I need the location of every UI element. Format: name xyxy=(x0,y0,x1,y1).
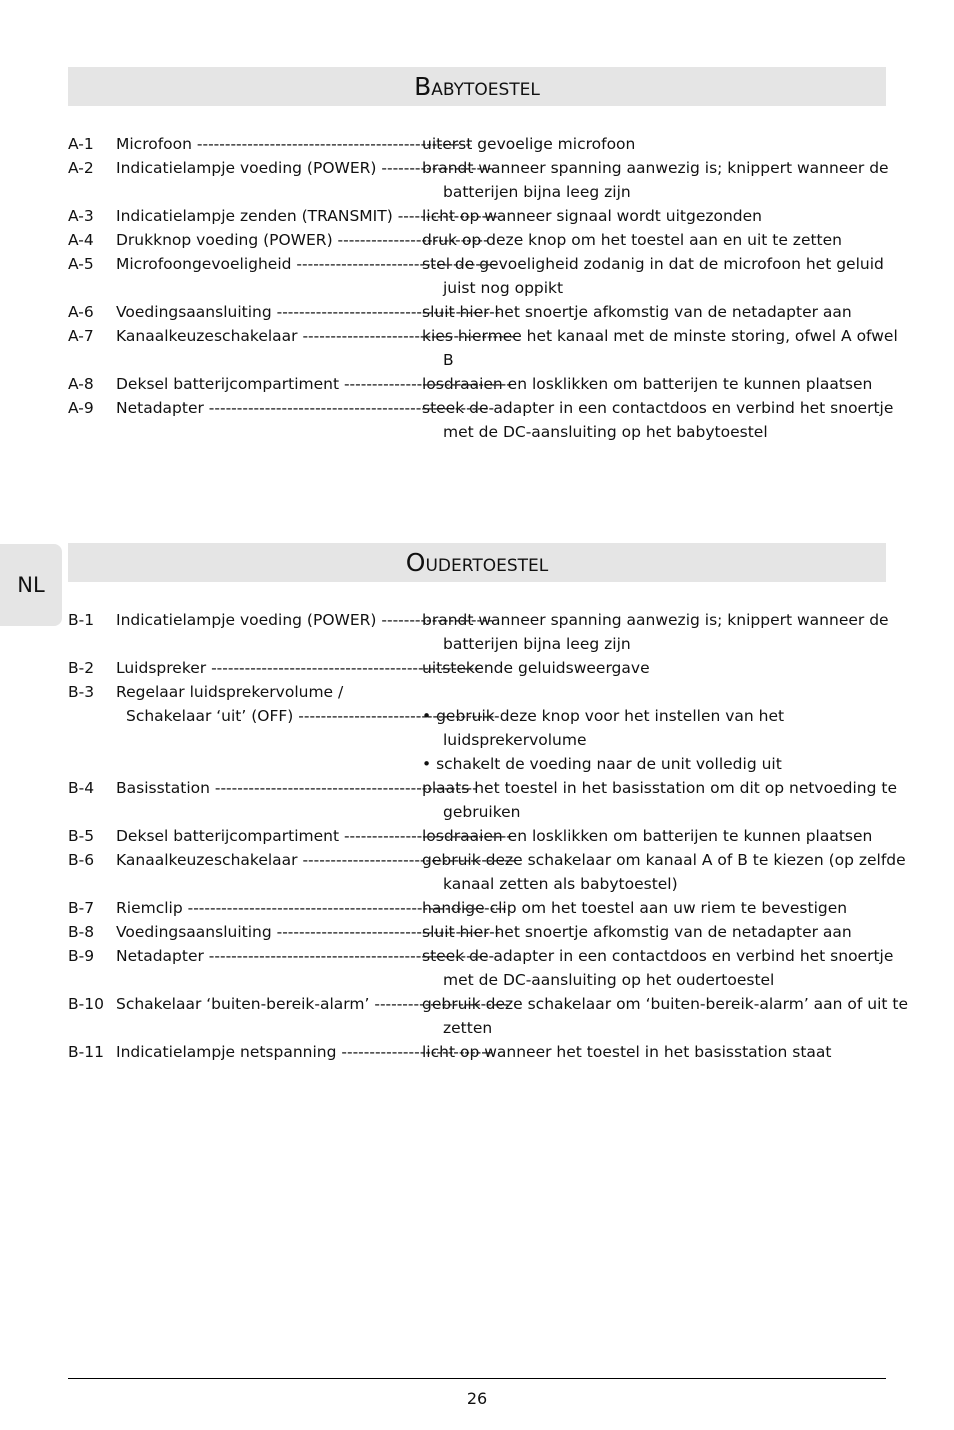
part-row xyxy=(68,824,888,848)
part-label: Riemclip --------------------------------------------------------- xyxy=(116,899,507,917)
part-row xyxy=(68,608,888,656)
babytoestel-parts-list xyxy=(68,132,898,444)
page-number: 26 xyxy=(466,1389,488,1408)
part-row xyxy=(68,848,906,896)
part-row xyxy=(68,396,894,444)
part-label: Microfoongevoeligheid ------------------------------------ xyxy=(116,255,498,273)
part-code: B-9 xyxy=(68,947,95,965)
part-label: Voedingsaansluiting ---------------------------------------- xyxy=(116,303,501,321)
part-description: • gebruik deze knop voor het instellen van het luidsprekervolume xyxy=(422,707,785,749)
part-row xyxy=(68,896,888,920)
part-code: A-4 xyxy=(68,231,94,249)
part-label: Luidspreker ------------------------------------------------ xyxy=(116,659,480,677)
part-row xyxy=(68,944,894,992)
language-tab: NL xyxy=(0,544,62,626)
part-description: losdraaien en losklikken om batterijen te kunnen plaatsen xyxy=(422,375,873,393)
part-label: Netadapter --------------------------------------------------- xyxy=(116,947,495,965)
part-row xyxy=(68,1040,888,1064)
part-label: Kanaalkeuzeschakelaar -------------------------------------- xyxy=(116,327,515,345)
part-label: Indicatielampje voeding (POWER) -------------------- xyxy=(116,611,494,629)
part-row xyxy=(68,132,888,156)
part-code: B-7 xyxy=(68,899,95,917)
part-label: Deksel batterijcompartiment ------------------------------ xyxy=(116,375,512,393)
oudertoestel-parts-list xyxy=(68,608,909,1064)
part-row xyxy=(68,656,888,680)
part-label: Schakelaar ‘buiten-bereik-alarm’ ------------------------ xyxy=(116,995,509,1013)
part-label: Regelaar luidsprekervolume / xyxy=(116,683,344,701)
part-description: sluit hier het snoertje afkomstig van de netadapter aan xyxy=(422,303,852,321)
part-row xyxy=(68,252,888,300)
part-row xyxy=(68,204,888,228)
section-heading-babytoestel xyxy=(68,67,886,106)
part-code: B-1 xyxy=(68,611,95,629)
part-code: A-2 xyxy=(68,159,94,177)
part-code: A-9 xyxy=(68,399,94,417)
part-label: Deksel batterijcompartiment ------------------------------ xyxy=(116,827,512,845)
part-code: B-2 xyxy=(68,659,95,677)
part-description: steek de adapter in een contactdoos en verbind het snoertje met de DC-aansluiting op het babytoestel xyxy=(422,399,894,441)
part-description: steek de adapter in een contactdoos en verbind het snoertje met de DC-aansluiting op het oudertoestel xyxy=(422,947,894,989)
part-label: Indicatielampje voeding (POWER) -------------------- xyxy=(116,159,494,177)
part-description: brandt wanneer spanning aanwezig is; knippert wanneer de batterijen bijna leeg zijn xyxy=(422,159,889,201)
part-code: B-5 xyxy=(68,827,95,845)
part-description: licht op wanneer signaal wordt uitgezonden xyxy=(422,207,763,225)
part-label: Netadapter --------------------------------------------------- xyxy=(116,399,495,417)
part-row xyxy=(68,156,888,204)
part-row xyxy=(68,704,888,776)
part-code: A-5 xyxy=(68,255,94,273)
part-description: uitstekende geluidsweergave xyxy=(422,659,650,677)
part-code: B-6 xyxy=(68,851,95,869)
part-label: Voedingsaansluiting ---------------------------------------- xyxy=(116,923,501,941)
part-description: gebruik deze schakelaar om ‘buiten-bereik-alarm’ aan of uit te zetten xyxy=(422,995,909,1037)
part-description: plaats het toestel in het basisstation om dit op netvoeding te gebruiken xyxy=(422,779,897,821)
part-code: A-7 xyxy=(68,327,94,345)
part-code: A-6 xyxy=(68,303,94,321)
part-code: A-8 xyxy=(68,375,94,393)
part-label: Schakelaar ‘uit’ (OFF) ------------------------------------ xyxy=(126,707,500,725)
part-label: Kanaalkeuzeschakelaar -------------------------------------- xyxy=(116,851,515,869)
part-code: A-1 xyxy=(68,135,94,153)
part-row xyxy=(68,228,888,252)
part-description: stel de gevoeligheid zodanig in dat de microfoon het geluid juist nog oppikt xyxy=(422,255,884,297)
part-row xyxy=(68,776,897,824)
part-row xyxy=(68,372,888,396)
part-description: druk op deze knop om het toestel aan en uit te zetten xyxy=(422,231,842,249)
section-title-babytoestel: BABYTOESTEL xyxy=(414,72,540,101)
part-row xyxy=(68,680,888,704)
part-code: B-3 xyxy=(68,683,95,701)
part-description: • schakelt de voeding naar de unit volledig uit xyxy=(422,755,782,773)
part-description xyxy=(422,680,909,704)
part-row xyxy=(68,300,888,324)
part-description: handige clip om het toestel aan uw riem te bevestigen xyxy=(422,899,848,917)
part-description: uiterst gevoelige microfoon xyxy=(422,135,636,153)
part-code: B-4 xyxy=(68,779,95,797)
part-description: sluit hier het snoertje afkomstig van de netadapter aan xyxy=(422,923,852,941)
part-label: Drukknop voeding (POWER) --------------------------- xyxy=(116,231,489,249)
part-label: Basisstation ----------------------------------------------- xyxy=(116,779,478,797)
part-description: licht op wanneer het toestel in het basisstation staat xyxy=(422,1043,832,1061)
part-description: gebruik deze schakelaar om kanaal A of B te kiezen (op zelfde kanaal zetten als babytoestel) xyxy=(422,851,906,893)
part-code: B-11 xyxy=(68,1043,104,1061)
part-code: B-8 xyxy=(68,923,95,941)
part-row xyxy=(68,992,909,1040)
footer-divider xyxy=(68,1378,886,1379)
part-label: Microfoon ------------------------------------------------- xyxy=(116,135,471,153)
part-label: Indicatielampje zenden (TRANSMIT) ------------------ xyxy=(116,207,499,225)
part-row xyxy=(68,324,898,372)
part-code: B-10 xyxy=(68,995,104,1013)
part-row xyxy=(68,920,888,944)
part-label: Indicatielampje netspanning --------------------------- xyxy=(116,1043,493,1061)
part-description: losdraaien en losklikken om batterijen te kunnen plaatsen xyxy=(422,827,873,845)
part-description: kies hiermee het kanaal met de minste storing, ofwel A ofwel B xyxy=(422,327,898,369)
section-heading-oudertoestel xyxy=(68,543,886,582)
part-code: A-3 xyxy=(68,207,94,225)
part-description: brandt wanneer spanning aanwezig is; knippert wanneer de batterijen bijna leeg zijn xyxy=(422,611,889,653)
section-title-oudertoestel: OUDERTOESTEL xyxy=(405,548,549,577)
